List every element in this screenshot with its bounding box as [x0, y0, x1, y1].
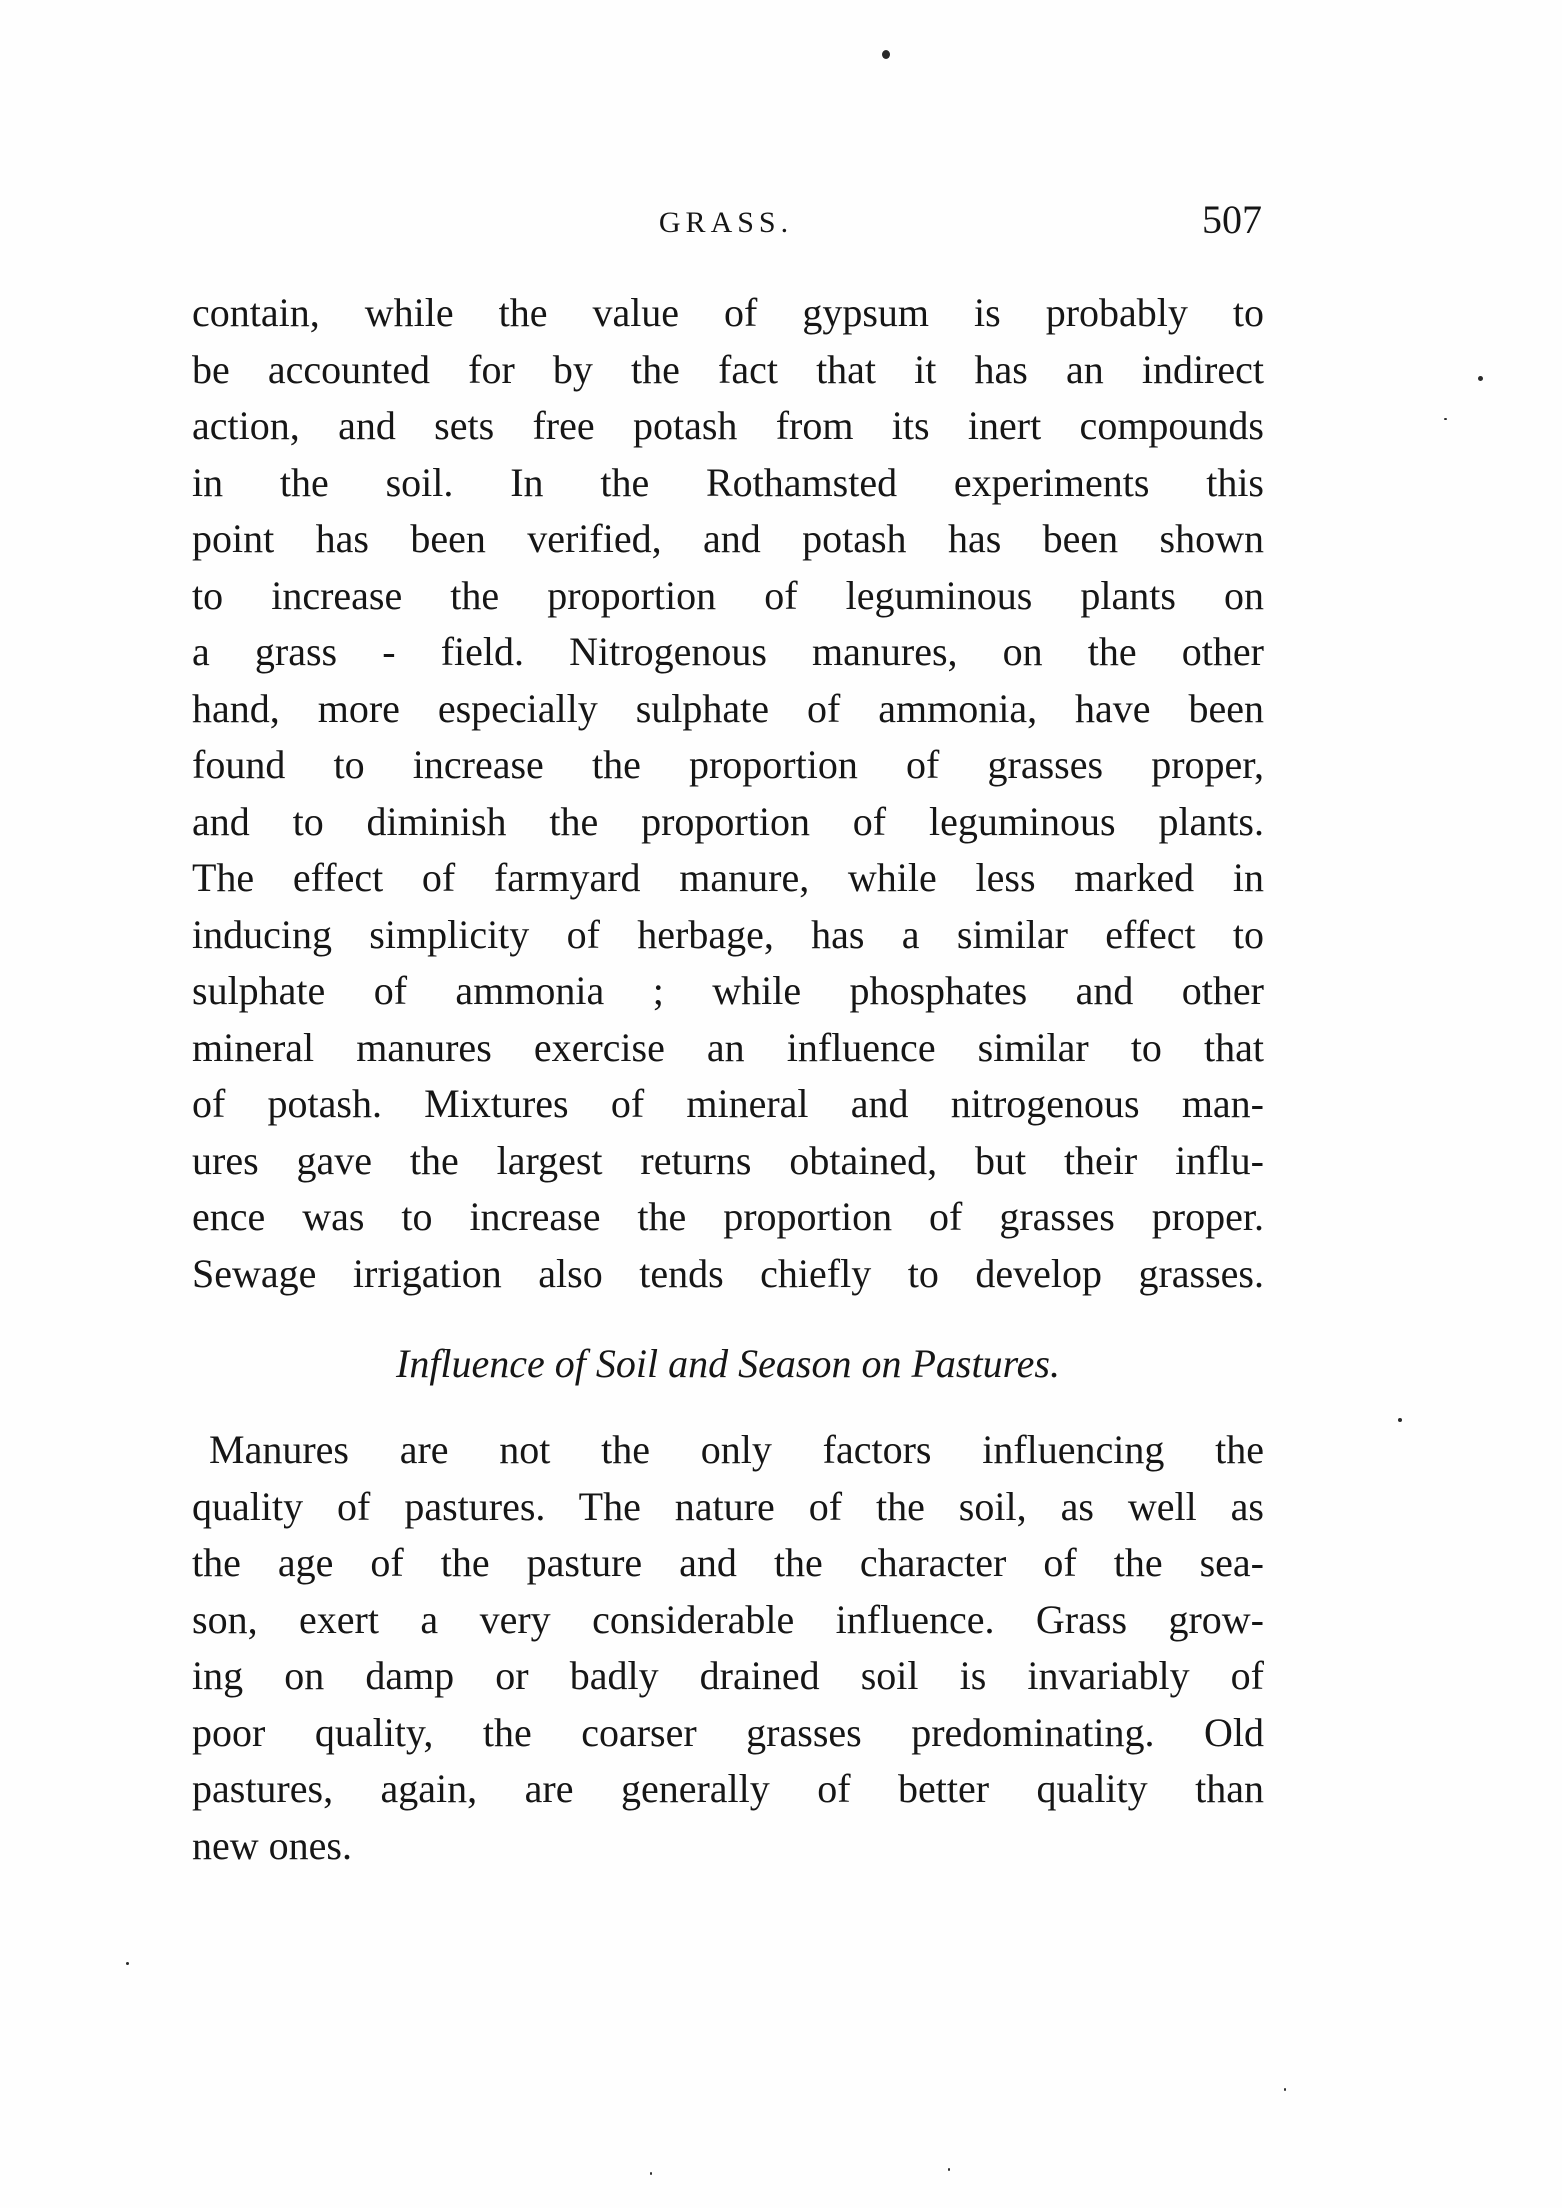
text-line: a grass - field. Nitrogenous manures, on the other [192, 629, 1264, 674]
text-line: to increase the proportion of leguminous plants on [192, 572, 1264, 618]
text-line: hand, more especially sulphate of ammonia, have been [192, 685, 1264, 731]
text-line: Sewage irrigation also tends chiefly to develop grasses. [192, 1250, 1264, 1296]
text-line: ence was to increase the proportion of grasses proper. [192, 1194, 1264, 1239]
scan-speck [650, 2172, 652, 2175]
text-line: ures gave the largest returns obtained, but their influ- [192, 1137, 1264, 1183]
scan-speck [126, 1962, 129, 1965]
text-line: action, and sets free potash from its inert compounds [192, 403, 1264, 448]
text-line: pastures, again, are generally of better quality than [192, 1766, 1264, 1811]
running-head-title: GRASS. [658, 206, 794, 239]
text-line: ing on damp or badly drained soil is invariably of [192, 1653, 1264, 1698]
body-text [192, 285, 1264, 1874]
text-line: be accounted for by the fact that it has an indirect [192, 346, 1264, 392]
text-line: The effect of farmyard manure, while less marked in [192, 855, 1264, 900]
paragraph-2 [192, 1422, 1264, 1874]
text-line: the age of the pasture and the character of the sea- [192, 1540, 1264, 1585]
scan-speck [1444, 418, 1447, 420]
text-line: found to increase the proportion of grasses proper, [192, 742, 1264, 787]
text-line: son, exert a very considerable influence. Grass grow- [192, 1596, 1264, 1642]
section-heading: Influence of Soil and Season on Pastures. [396, 1341, 1060, 1386]
text-line: sulphate of ammonia ; while phosphates and other [192, 968, 1264, 1013]
scan-speck [882, 50, 890, 59]
paragraph-1 [192, 285, 1264, 1302]
text-line: new ones. [192, 1822, 352, 1868]
text-line: point has been verified, and potash has been shown [192, 516, 1264, 561]
scan-speck [1478, 376, 1483, 381]
text-line: in the soil. In the Rothamsted experiments this [192, 459, 1264, 505]
page-number: 507 [1202, 197, 1262, 242]
text-line: contain, while the value of gypsum is probably to [192, 290, 1264, 335]
text-line: mineral manures exercise an influence similar to that [192, 1024, 1264, 1070]
text-line: quality of pastures. The nature of the soil, as well as [192, 1483, 1264, 1529]
scan-speck [1284, 2088, 1286, 2091]
scan-speck [1398, 1418, 1402, 1422]
scan-speck [948, 2168, 950, 2171]
text-line: of potash. Mixtures of mineral and nitrogenous man- [192, 1081, 1264, 1126]
running-head [190, 197, 1262, 250]
text-line: inducing simplicity of herbage, has a similar effect to [192, 911, 1264, 957]
text-line: poor quality, the coarser grasses predominating. Old [192, 1709, 1264, 1755]
text-line: Manures are not the only factors influencing the [209, 1427, 1264, 1472]
text-line: and to diminish the proportion of leguminous plants. [192, 798, 1264, 844]
